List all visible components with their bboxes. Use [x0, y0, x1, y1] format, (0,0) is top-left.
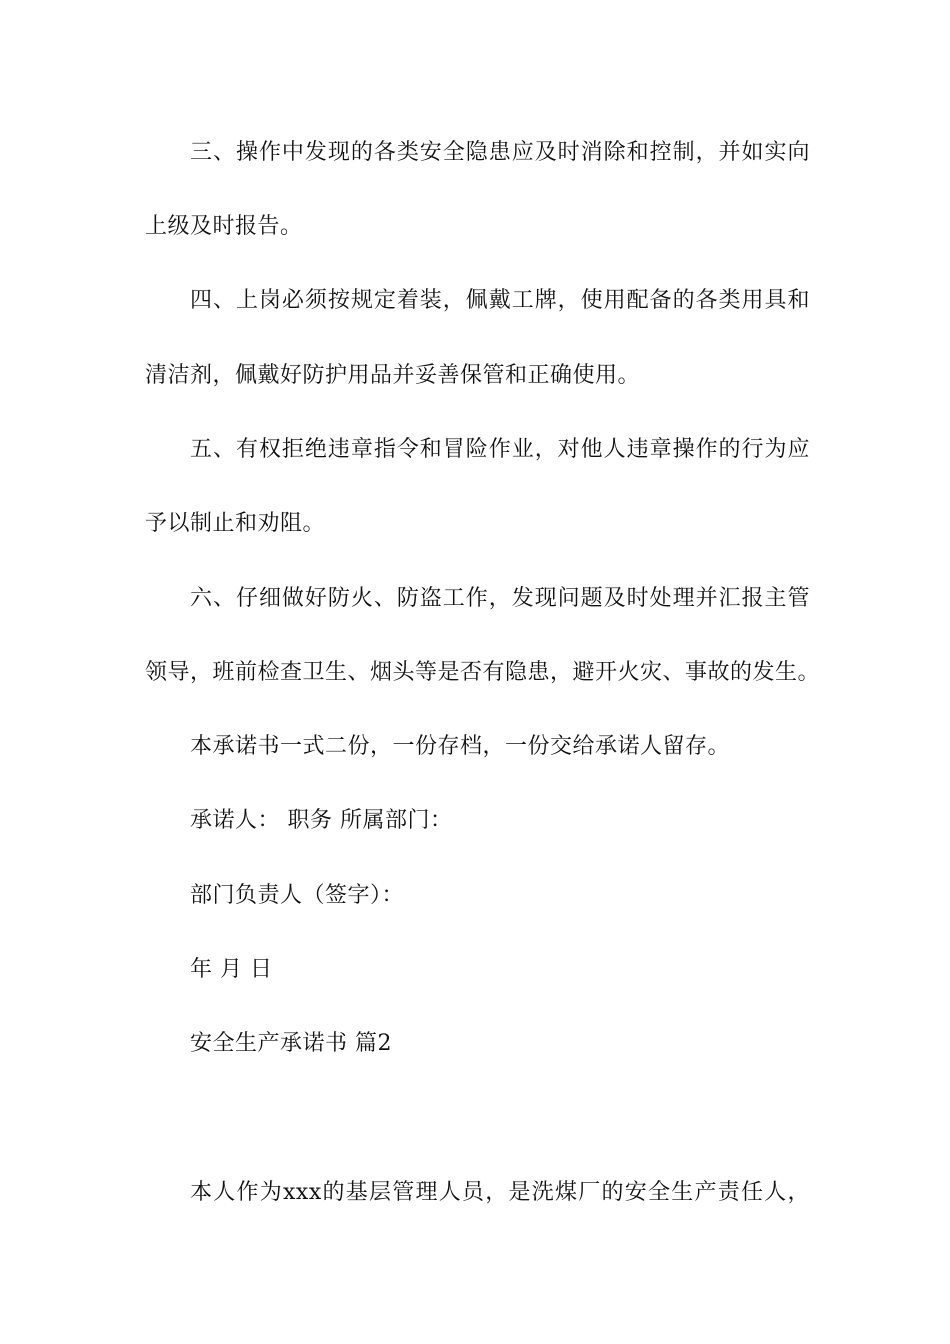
section-title: 安全生产承诺书 篇2: [190, 1031, 392, 1056]
paragraph-6-line-2: 领导，班前检查卫生、烟头等是否有隐患，避开火灾、事故的发生。: [145, 660, 821, 685]
paragraph-4-line-1: 四、上岗必须按规定着装，佩戴工牌，使用配备的各类用具和: [190, 288, 810, 313]
copies-statement: 本承诺书一式二份，一份存档，一份交给承诺人留存。: [190, 734, 731, 759]
paragraph-3-line-2: 上级及时报告。: [145, 214, 303, 239]
paragraph-6-line-1: 六、仔细做好防火、防盗工作，发现问题及时处理并汇报主管: [190, 586, 810, 611]
date-line: 年 月 日: [190, 957, 273, 982]
promisor-fields: 承诺人： 职务 所属部门：: [190, 808, 453, 833]
paragraph-5-line-1: 五、有权拒绝违章指令和冒险作业，对他人违章操作的行为应: [190, 437, 810, 462]
paragraph-3-line-1: 三、操作中发现的各类安全隐患应及时消除和控制，并如实向: [190, 140, 810, 165]
department-head-signature: 部门负责人（签字）：: [190, 883, 405, 908]
paragraph-4-line-2: 清洁剂，佩戴好防护用品并妥善保管和正确使用。: [145, 363, 641, 388]
paragraph-5-line-2: 予以制止和劝阻。: [145, 511, 326, 536]
paragraph-intro-line-1: 本人作为xxx的基层管理人员，是洗煤厂的安全生产责任人，: [190, 1180, 810, 1205]
